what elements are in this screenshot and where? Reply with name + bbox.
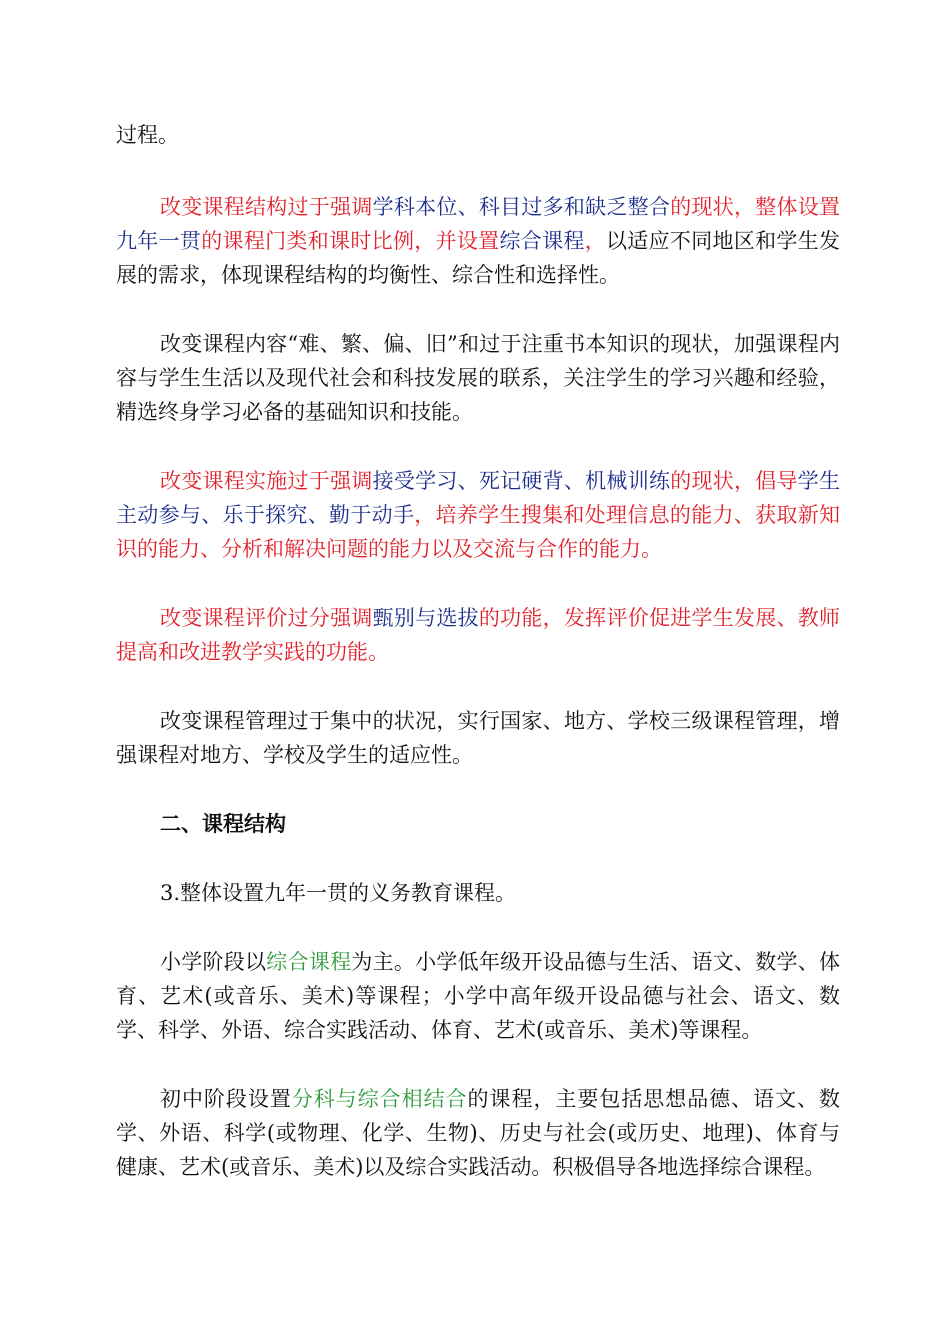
text-segment: 接受学习、死记硬背、机械训练 <box>372 469 671 493</box>
text-segment: 改变课程管理过于集中的状况，实行国家、地方、学校三级课程管理，增强课程对地方、学校及学生的适应性。 <box>116 709 840 767</box>
paragraph-item-3 <box>116 876 840 910</box>
paragraph-course-management <box>116 704 840 772</box>
text-segment: ， <box>584 229 606 253</box>
paragraph-course-structure <box>116 190 840 292</box>
text-segment: 以适应不同地区和学生发展的需求，体现课程结构的均衡性、综合性和选择性。 <box>116 229 841 287</box>
text-segment: 过程。 <box>116 123 179 147</box>
text-segment: 改变课程结构过于强调 <box>160 195 373 219</box>
text-segment: 的现状，倡导 <box>670 469 798 493</box>
text-segment: 改变课程内容“难、繁、偏、旧”和过于注重书本知识的现状，加强课程内容与学生生活以及现代社会和科技发展的联系，关注学生的学习兴趣和经验，精选终身学习必备的基础知识和技能。 <box>116 332 840 424</box>
text-segment: 改变课程评价过分强调 <box>160 606 373 630</box>
text-segment: 3.整体设置九年一贯的义务教育课程。 <box>160 881 517 905</box>
paragraph-course-implementation <box>116 464 840 566</box>
heading-text: 二、课程结构 <box>160 811 286 836</box>
text-segment: 为主。小学低年级开设品德与生活、语文、数学、体育、艺术(或音乐、美术)等课程；小学中高年级开设品德与社会、语文、数学、科学、外语、综合实践活动、体育、艺术(或音乐、美术)等课程。 <box>116 950 841 1042</box>
text-segment: 九年一贯 <box>116 229 202 253</box>
paragraph-continuation <box>116 118 840 152</box>
text-segment: 的现状，整体设置 <box>670 195 841 219</box>
text-segment: 综合课程 <box>266 950 352 974</box>
paragraph-junior-stage <box>116 1082 840 1184</box>
text-segment: 分科与综合相结合 <box>291 1087 468 1111</box>
text-segment: 的功能，发挥评价促进学生发展、教师提高和改进教学实践的功能。 <box>116 606 841 664</box>
paragraph-primary-stage <box>116 945 840 1047</box>
section-heading <box>116 807 840 841</box>
text-segment: ，培养学生搜集和处理信息的能力、获取新知识的能力、分析和解决问题的能力以及交流与合作的能力。 <box>116 503 841 561</box>
text-segment: 初中阶段设置 <box>160 1087 292 1111</box>
paragraph-course-content <box>116 327 840 429</box>
text-segment: 小学阶段以 <box>160 950 267 974</box>
text-segment: 学科本位、科目过多和缺乏整合 <box>372 195 671 219</box>
text-segment: 的课程，主要包括思想品德、语文、数学、外语、科学(或物理、化学、生物)、历史与社会(或历史、地理)、体育与健康、艺术(或音乐、美术)以及综合实践活动。积极倡导各地选择综合课程。 <box>116 1087 841 1179</box>
text-segment: 甄别与选拔 <box>372 606 479 630</box>
text-segment: 改变课程实施过于强调 <box>160 469 373 493</box>
text-segment: 的课程门类和课时比例，并设置 <box>201 229 500 253</box>
paragraph-course-evaluation <box>116 601 840 669</box>
text-segment: 综合课程 <box>499 229 585 253</box>
text-segment: 学生主动参与、乐于探究、勤于动手 <box>116 469 841 527</box>
